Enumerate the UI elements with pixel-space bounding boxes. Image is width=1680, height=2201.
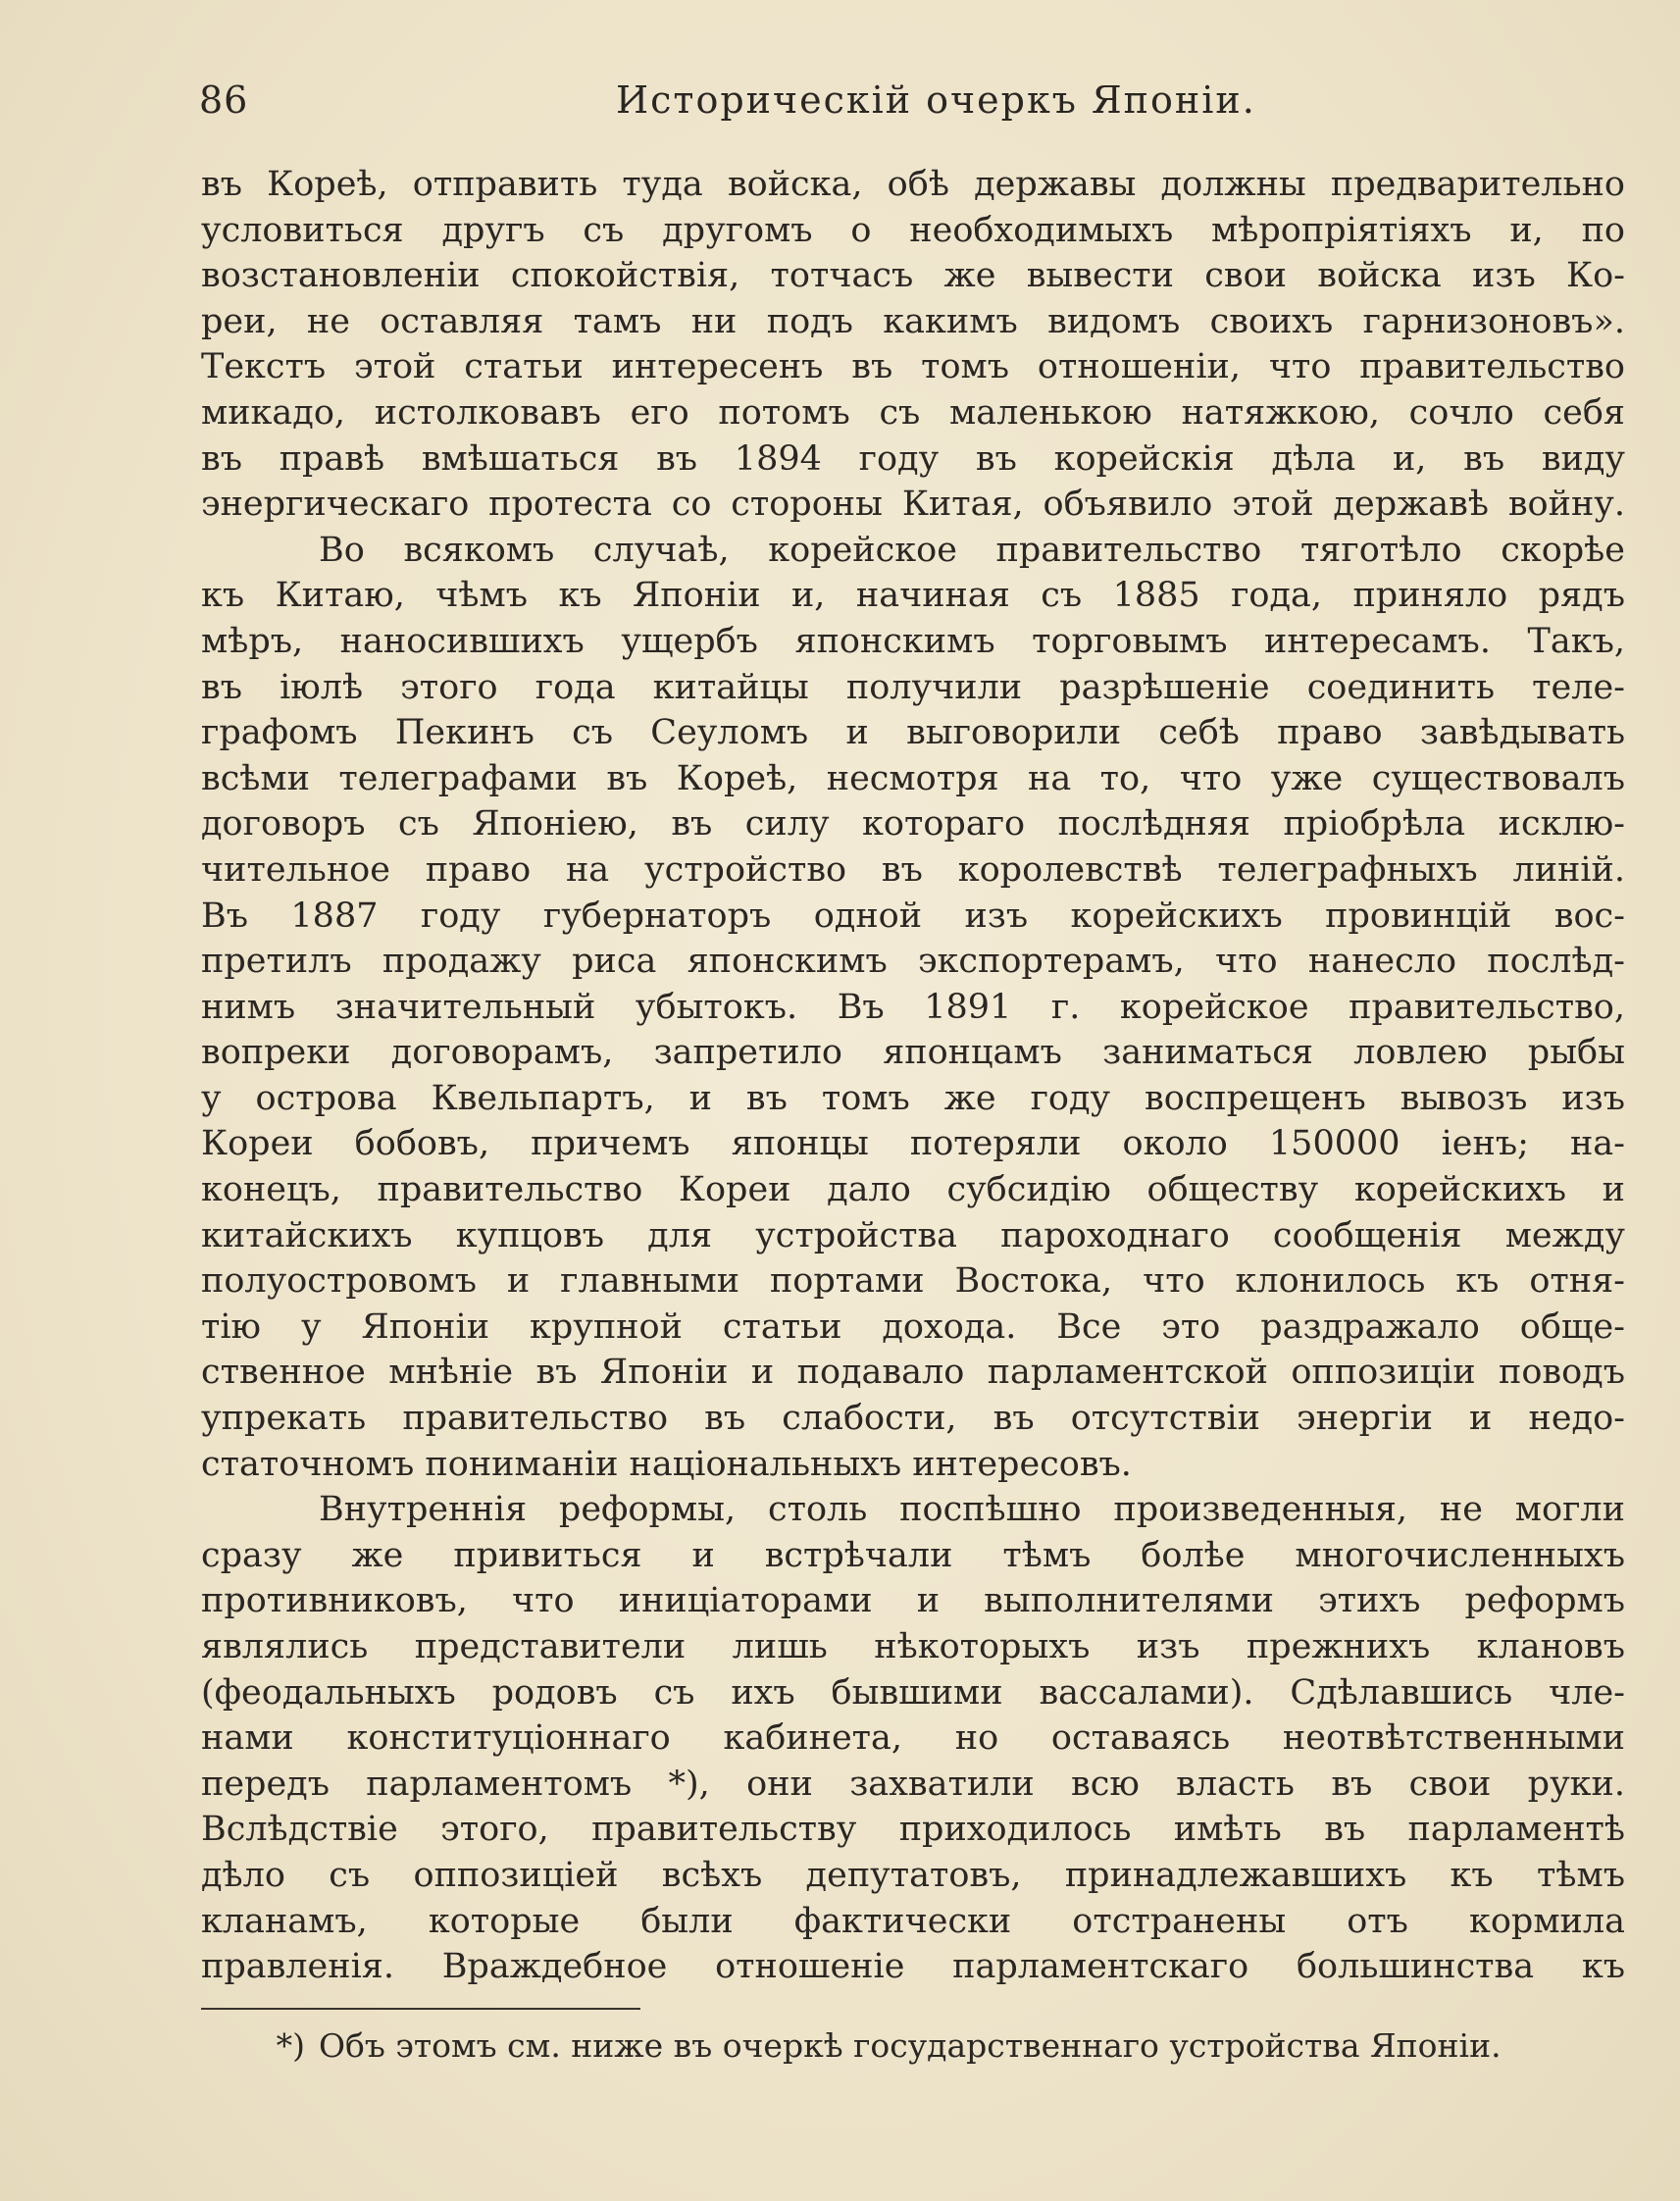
paragraph-end-line: статочномъ пониманіи національныхъ интересовъ. xyxy=(201,1444,1132,1484)
text-line: кланамъ, которые были фактически отстранены отъ кормила xyxy=(201,1901,1625,1941)
footnote-divider xyxy=(201,2008,640,2010)
text-line: претилъ продажу риса японскимъ экспортерамъ, что нанесло послѣд- xyxy=(201,942,1625,982)
text-line: условиться другъ съ другомъ о необходимыхъ мѣропріятіяхъ и, по xyxy=(201,210,1625,250)
text-line: Вслѣдствіе этого, правительству приходилось имѣть въ парламентѣ xyxy=(201,1810,1625,1850)
running-head xyxy=(199,78,1621,137)
body-text xyxy=(201,162,1625,1990)
text-line: передъ парламентомъ *), они захватили всю власть въ свои руки. xyxy=(201,1764,1625,1804)
text-line: упрекать правительство въ слабости, въ отсутствіи энергіи и недо- xyxy=(201,1399,1625,1439)
text-line: ственное мнѣніе въ Японіи и подавало парламентской оппозиціи поводъ xyxy=(201,1353,1625,1393)
page-number: 86 xyxy=(199,78,249,122)
footnote-text: Объ этомъ см. ниже въ очеркѣ государственнаго устройства Японіи. xyxy=(319,2026,1502,2065)
text-line: нимъ значительный убытокъ. Въ 1891 г. корейское правительство, xyxy=(201,987,1625,1027)
text-line: графомъ Пекинъ съ Сеуломъ и выговорили себѣ право завѣдывать xyxy=(201,713,1625,753)
text-line: всѣми телеграфами въ Кореѣ, несмотря на то, что уже существовалъ xyxy=(201,758,1625,798)
text-line: дѣло съ оппозиціей всѣхъ депутатовъ, принадлежавшихъ къ тѣмъ xyxy=(201,1855,1625,1895)
footnote-marker: *) xyxy=(276,2026,305,2065)
text-line: полуостровомъ и главными портами Востока, что клонилось къ отня- xyxy=(201,1261,1625,1302)
running-title: Историческій очеркъ Японіи. xyxy=(616,78,1256,122)
text-line: въ правѣ вмѣшаться въ 1894 году въ корейскія дѣла и, въ виду xyxy=(201,438,1625,479)
text-line: энергическаго протеста со стороны Китая, объявило этой державѣ войну. xyxy=(201,485,1625,525)
text-line: въ іюлѣ этого года китайцы получили разрѣшеніе соединить теле- xyxy=(201,667,1625,707)
text-line: являлись представители лишь нѣкоторыхъ изъ прежнихъ клановъ xyxy=(201,1627,1625,1666)
text-line: Кореи бобовъ, причемъ японцы потеряли около 150000 іенъ; на- xyxy=(201,1124,1625,1164)
text-line: тію у Японіи крупной статьи дохода. Все это раздражало обще- xyxy=(201,1306,1625,1347)
text-line: микадо, истолковавъ его потомъ съ маленькою натяжкою, сочло себя xyxy=(201,392,1625,433)
text-line: реи, не оставляя тамъ ни подъ какимъ видомъ своихъ гарнизоновъ». xyxy=(201,301,1625,341)
text-line: правленія. Враждебное отношеніе парламентскаго большинства къ xyxy=(201,1947,1625,1987)
text-line: китайскихъ купцовъ для устройства пароходнаго сообщенія между xyxy=(201,1215,1625,1255)
text-line: сразу же привиться и встрѣчали тѣмъ болѣе многочисленныхъ xyxy=(201,1535,1625,1575)
footnote xyxy=(201,2023,1625,2069)
text-line: Текстъ этой статьи интересенъ въ томъ отношеніи, что правительство xyxy=(201,347,1625,387)
text-line: въ Кореѣ, отправить туда войска, обѣ державы должны предварительно xyxy=(201,165,1625,204)
paragraph-start-line: Во всякомъ случаѣ, корейское правительство тяготѣло скорѣе xyxy=(319,530,1625,570)
text-line: (феодальныхъ родовъ съ ихъ бывшими вассалами). Сдѣлавшись чле- xyxy=(201,1672,1625,1713)
text-line: мѣръ, наносившихъ ущербъ японскимъ торговымъ интересамъ. Такъ, xyxy=(201,621,1625,661)
text-line: конецъ, правительство Кореи дало субсидію обществу корейскихъ и xyxy=(201,1170,1625,1210)
paragraph-start-line: Внутреннія реформы, столь поспѣшно произведенныя, не могли xyxy=(319,1490,1625,1530)
text-line: чительное право на устройство въ королевствѣ телеграфныхъ линій. xyxy=(201,849,1625,890)
text-line: вопреки договорамъ, запретило японцамъ заниматься ловлею рыбы xyxy=(201,1033,1625,1073)
text-line: противниковъ, что иниціаторами и выполнителями этихъ реформъ xyxy=(201,1581,1625,1621)
text-line: нами конституціоннаго кабинета, но оставаясь неотвѣтственными xyxy=(201,1718,1625,1759)
text-line: у острова Квельпартъ, и въ томъ же году воспрещенъ вывозъ изъ xyxy=(201,1078,1625,1118)
text-line: возстановленіи спокойствія, тотчасъ же вывести свои войска изъ Ко- xyxy=(201,256,1625,296)
text-line: къ Китаю, чѣмъ къ Японіи и, начиная съ 1885 года, приняло рядъ xyxy=(201,576,1625,616)
text-line: договоръ съ Японіею, въ силу котораго послѣдняя пріобрѣла исклю- xyxy=(201,804,1625,845)
text-line: Въ 1887 году губернаторъ одной изъ корейскихъ провинцій вос- xyxy=(201,896,1625,936)
